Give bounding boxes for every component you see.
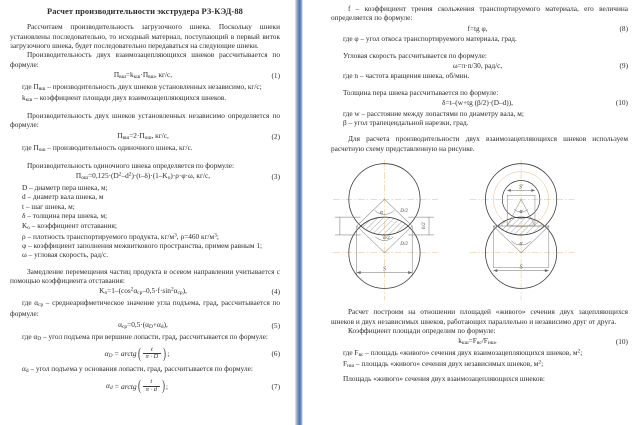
formula-10a xyxy=(331,98,628,107)
formula-8-body: f=tg φ, xyxy=(467,23,488,33)
definition-d: d – диаметр вала шнека, м xyxy=(22,192,104,202)
formula-2-body: $П_{вш}=2\cdot П_{ош}$, кг/с, xyxy=(117,130,169,141)
fraction-denominator: π · D xyxy=(145,353,159,361)
formula-9 xyxy=(331,61,628,70)
formula-8 xyxy=(331,24,628,33)
formula-4-number: (4) xyxy=(271,287,280,297)
paren-open: ( xyxy=(137,345,141,362)
formula-6 xyxy=(10,347,280,361)
spacer xyxy=(331,127,628,134)
spacer xyxy=(10,260,280,267)
formula-3 xyxy=(10,171,280,182)
calculation-scheme-figure xyxy=(331,157,628,303)
spacer xyxy=(10,104,280,111)
fraction-numerator: t xyxy=(151,345,153,353)
formula-7 xyxy=(10,379,280,393)
paragraph-angular-speed: Угловая скорость рассчитывается по формуле: xyxy=(343,50,487,60)
formula-7-lhs: $\alpha_d$ xyxy=(105,381,113,392)
definition-D: D – диаметр пера шнека, м; xyxy=(22,183,108,193)
formula-10b-body: $k_{кш}=F_{вс}/F_{нш}$, xyxy=(458,336,497,347)
formula-2 xyxy=(10,131,280,142)
paragraph-scheme-intro: Для расчета производительности двух взаимозацепляющихся шнеков используем расчетную схему представленную на рисунке. xyxy=(331,134,628,153)
formula-7-number: (7) xyxy=(271,381,280,391)
definition-beta: β – угол трапецеидальной нарезки, град. xyxy=(343,118,469,128)
paragraph-friction: f – коэффициент трения скольжения транспортируемого материала, его величина определяется по формуле: xyxy=(331,4,628,23)
formula-10a-number: (10) xyxy=(615,98,628,108)
paragraph-independent: Производительность двух шнеков установленных независимо определяется по формуле: xyxy=(10,111,280,130)
label-S-left: S xyxy=(382,266,386,273)
formula-1 xyxy=(10,70,280,81)
left-column xyxy=(0,0,294,425)
paren-close: ) xyxy=(161,378,165,395)
paragraph-intro: Рассчитаем производительность загрузочного шнека. Поскольку шнеки установлены последовательно, то исходный материал, поступающий в первый виток загрузочного шнека, будет последовательно передаваться на следующие шнеки. xyxy=(10,22,280,50)
paragraph-closing: Площадь «живого» сечения двух взаимозацепляющихся шнеков: xyxy=(343,374,545,384)
definition-n: где n – частота вращения шнека, об/мин. xyxy=(343,71,470,81)
equals-sign: = xyxy=(114,349,119,359)
definition-pvsh: где $П_{вш}$ – производительность двух шнеков установленных независимо, кг/с; xyxy=(22,82,262,93)
definition-alpha-sr: где $\alpha_{ср}$ – среднеарифметическое значение угла подъема, град, рассчитывается по формуле: xyxy=(10,298,281,319)
paragraph-calc-basis: Расчет построим на отношении площадей «живого» сечения двух зацепляющихся шнеков и двух независимых шнеков, работающих параллельно и независимо друг от друга. xyxy=(331,307,628,326)
scheme-svg xyxy=(331,157,628,303)
paragraph-coef-intro: Коэффициент площади определим по формуле: xyxy=(348,325,496,335)
paragraph-slowdown: Замедление перемещения частиц продукта в осевом направлении учитывается с помощью коэффициента отставания: xyxy=(10,266,280,286)
fraction-numerator: t xyxy=(150,378,153,386)
definition-alpha-d: $\alpha_d$ – угол подъема у основания лопасти, град, рассчитывается по формуле: xyxy=(22,364,253,375)
definition-t: t – шаг шнека, м; xyxy=(22,201,75,211)
label-d-half-upper: D/2 xyxy=(400,208,408,215)
definition-rho: ρ – плотность транспортируемого продукта, $кг/м^3$, ρ=460 $кг/м^3$; xyxy=(22,231,219,241)
definition-K0: $K_о$ – коэффициент отставания; xyxy=(22,220,117,231)
formula-5 xyxy=(10,320,280,331)
formula-6-body xyxy=(10,347,254,361)
definition-delta: δ – толщина пера шнека, м; xyxy=(22,211,108,221)
paren-close: ) xyxy=(163,345,167,362)
label-angle-lower: α/2 xyxy=(383,235,390,242)
equals-sign: = xyxy=(114,381,119,391)
page-title: Расчет производительности экструдера РЗ-КЭД-88 xyxy=(47,7,243,16)
formula-7-body xyxy=(10,379,254,393)
label-alpha-upper: α xyxy=(379,210,384,217)
paragraph-two-screws: Производительность двух взаимозацепляющихся шнеков рассчитывается по формуле: xyxy=(10,50,280,69)
formula-6-lhs: $\alpha_D$ xyxy=(104,348,113,359)
definition-omega: ω – угловая скорость, рад/с. xyxy=(22,250,109,260)
formula-10b xyxy=(331,336,628,347)
label-alpha-lower-right: α xyxy=(519,241,523,248)
label-S-right: S xyxy=(519,264,523,271)
formula-2-number: (2) xyxy=(271,131,280,141)
formula-3-body: $П_{ош}=0,125\cdot(D^2-d^2)\cdot(t-\delta)\cdot(1-K_о)\cdot\rho\cdot\varphi\cdot\omega$, кг/с, xyxy=(75,171,211,182)
formula-9-body: ω=π·n/30, рад/с, xyxy=(452,60,503,70)
formula-4-body: $K_о=1-(\cos^2\alpha_{ср}-0,5\cdot f\cdot\sin^2\alpha_{ср})$, xyxy=(99,286,187,297)
overlap-area-hatched xyxy=(361,217,408,235)
formula-7-fraction xyxy=(143,379,160,393)
paren-open: ( xyxy=(137,378,141,395)
label-S-prime: S' xyxy=(518,184,524,191)
formula-4 xyxy=(10,286,280,297)
formula-9-number: (9) xyxy=(619,60,628,70)
semicolon: ; xyxy=(167,349,170,359)
formula-3-number: (3) xyxy=(271,171,280,181)
page-divider xyxy=(294,0,303,425)
formula-6-fraction xyxy=(143,347,162,361)
scheme-right xyxy=(470,160,575,301)
definition-phi-angle: где φ – угол откоса транспортируемого материала, град. xyxy=(343,34,517,44)
formula-5-number: (5) xyxy=(271,320,280,330)
scheme-left xyxy=(333,160,438,301)
definition-kksh: $k_{кш}$ – коэффициент площади двух взаимозацепляющихся шнеков. xyxy=(22,93,227,104)
right-column xyxy=(303,0,640,425)
formula-8-number: (8) xyxy=(619,23,628,33)
definition-posh: где $П_{ош}$ – производительность одиночного шнека, кг/с. xyxy=(22,142,193,153)
definition-Fvs: где $F_{вс}$ – площадь «живого» сечения двух взаимозацепляющихся шнеков, $м^2$; xyxy=(343,348,583,359)
definition-Fnsh: $F_{нш}$ – площадь «живого» сечения двух независимых шнеков, $м^2$; xyxy=(343,359,544,370)
label-d-half-lower: D/2 xyxy=(400,241,408,248)
formula-1-number: (1) xyxy=(271,70,280,80)
semicolon: ; xyxy=(165,381,169,391)
spacer xyxy=(331,44,628,51)
formula-5-body: $\alpha_{ср}=0,5\cdot(\alpha_D+\alpha_d)$, xyxy=(118,319,168,330)
label-alpha-upper-right: α xyxy=(519,209,523,216)
definition-alpha-D: где $\alpha_D$ – угол подъема при вершине лопасти, град, рассчитывается по формуле: xyxy=(22,331,268,342)
paragraph-single-screw: Производительность одиночного шнека определяется по формуле: xyxy=(27,160,235,170)
definition-phi: φ – коэффициент заполнения межвиткового пространства, примем равным 1; xyxy=(22,240,263,250)
spacer xyxy=(331,81,628,88)
formula-6-number: (6) xyxy=(271,349,280,359)
formula-1-body: $П_{вш}=k_{кш}\cdot П_{вш}$, кг/с, xyxy=(113,70,173,81)
definition-w: где w – расстояние между лопастями по диаметру вала, м; xyxy=(343,108,524,118)
formula-7-fn: arctg xyxy=(120,381,137,391)
fraction-denominator: π · d xyxy=(145,385,157,393)
spacer xyxy=(10,154,280,161)
formula-10b-number: (10) xyxy=(615,337,628,347)
formula-10a-body: δ=t–(w+tg (β/2)·(D–d)), xyxy=(442,98,513,108)
label-h-half: h/2 xyxy=(421,222,428,230)
paragraph-blade-thickness: Толщина пера шнека рассчитывается по формуле: xyxy=(343,87,499,97)
formula-6-fn: arctg xyxy=(120,349,137,359)
